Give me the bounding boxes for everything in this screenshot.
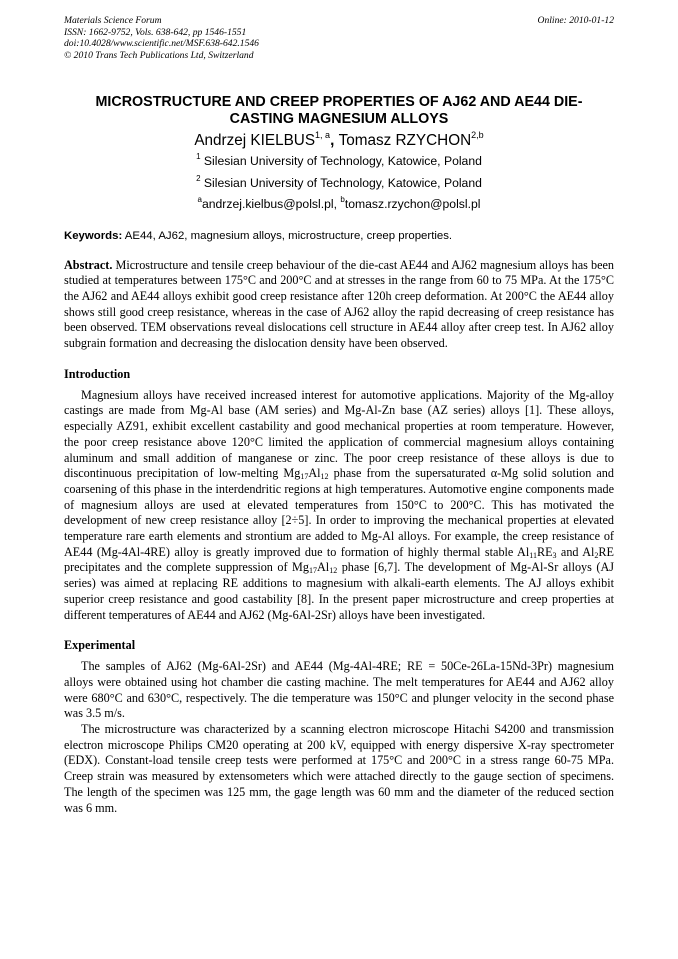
affiliation-2 — [64, 173, 614, 195]
abstract — [64, 258, 614, 352]
email-b-mark: b — [340, 195, 345, 204]
doi-line: doi:10.4028/www.scientific.net/MSF.638-642.1546 — [64, 38, 259, 49]
subscript: 11 — [529, 550, 537, 560]
author-2-affiliation-mark: 2,b — [471, 130, 484, 140]
affiliation-1 — [64, 151, 614, 173]
email-a[interactable]: andrzej.kielbus@polsl.pl, — [201, 197, 341, 211]
paper-page — [64, 15, 614, 816]
abstract-label: Abstract. — [64, 257, 113, 272]
online-date: Online: 2010-01-12 — [537, 15, 614, 26]
experimental-heading: Experimental — [64, 638, 136, 653]
abstract-text: Microstructure and tensile creep behaviour of the die-cast AE44 and AJ62 magnesium alloys has been studied at temperatures between 175°C and 200°C and at stresses in the range from 60 to 75 MPa. At the 175°C the AJ62 and AE44 alloys exhibit good creep resistance after 120h creep deformation. At 200°C the AE44 alloy shows still good creep resistance, whereas in the case of AJ62 alloy the rapid decreasing of creep resistance has been observed. TEM observations reveal dislocations cell structure in AE44 alloy after creep test. In AJ62 alloy subgrain formation and decreasing the dislocation density have been observed. — [64, 257, 614, 351]
author-separator: , — [330, 132, 339, 149]
author-1-affiliation-mark: 1, a — [315, 130, 331, 140]
subscript: 12 — [320, 472, 329, 482]
email-b[interactable]: tomasz.rzychon@polsl.pl — [344, 197, 481, 211]
introduction-heading: Introduction — [64, 366, 131, 381]
intro-text-e: phase [6,7]. The development of Mg-Al-Sr alloys (AJ series) was aimed at replacing RE additions to magnesium with alkali-earth elements. The AJ alloys exhibit superior creep resistance and good castability [8]. In the present paper microstructure and creep properties at different temperatures of AE44 and AJ62 (Mg-6Al-2Sr) alloys have been investigated. — [64, 560, 614, 622]
author-2-name: Tomasz RZYCHON — [338, 132, 472, 149]
author-emails — [64, 194, 614, 216]
subscript: 3 — [552, 550, 557, 560]
copyright-line: © 2010 Trans Tech Publications Ltd, Switzerland — [64, 49, 254, 61]
title-line-1: MICROSTRUCTURE AND CREEP PROPERTIES OF AJ62 AND AE44 DIE- — [95, 94, 583, 110]
intro-text-al-2: Al — [317, 560, 330, 575]
running-header — [64, 15, 614, 61]
intro-text-b: phase from the supersaturated α-Mg solid solution and coarsening of this phase in the interdendritic regions at high temperatures. Automotive engine components made of magnesium alloys are used at elevated temperatures from 150°C to 200°C. This has motivated the development of new creep resistance alloy [2÷5]. In order to improving the mechanical properties at elevated temperature rare earth elements and strontium are added to Mg-Al alloys. For example, the creep resistance of AE44 (Mg-4Al-4RE) alloy is greatly improved due to formation of highly thermal stable Al — [64, 466, 614, 559]
paper-title — [64, 94, 614, 128]
subscript: 12 — [329, 566, 338, 576]
title-line-2: CASTING MAGNESIUM ALLOYS — [229, 111, 449, 127]
publication-info — [64, 15, 259, 61]
affiliation-2-mark: 2 — [196, 173, 201, 183]
experimental-paragraph-1: The samples of AJ62 (Mg-6Al-2Sr) and AE44 (Mg-4Al-4RE; RE = 50Ce-26La-15Nd-3Pr) magnesium alloys were obtained using hot chamber die casting machine. The melt temperatures for AE44 and AJ62 alloy were 680°C and 630°C, respectively. The die temperature was 150°C and plunger velocity in the second phase was 3.5 m/s. — [64, 659, 614, 721]
affiliation-1-text: Silesian University of Technology, Katowice, Poland — [200, 154, 482, 168]
affiliation-2-text: Silesian University of Technology, Katowice, Poland — [200, 175, 482, 190]
intro-text-re: RE — [536, 544, 553, 559]
intro-text-d: RE precipitates and the complete suppression of Mg — [64, 544, 614, 575]
intro-text-al: Al — [308, 466, 321, 481]
author-1-name: Andrzej KIELBUS — [194, 132, 316, 149]
intro-text-c: and Al — [556, 544, 595, 559]
issn-line: ISSN: 1662-9752, Vols. 638-642, pp 1546-1551 — [64, 26, 247, 38]
author-list — [64, 131, 614, 151]
subscript: 2 — [594, 550, 599, 560]
keywords-label: Keywords: — [64, 229, 123, 242]
journal-name: Materials Science Forum — [64, 15, 162, 26]
intro-text-a: Magnesium alloys have received increased interest for automotive applications. Majority of the Mg-alloy castings are made from Mg-Al base (AM series) and Mg-Al-Zn base (AZ series) alloys [1]. These alloys, especially AZ91, exhibit excellent castability and good mechanical properties at room temperature. However, the poor creep resistance above 120°C limited the application of commercial magnesium alloys containing aluminum and small addition of manganese or zinc. The poor creep resistance of these alloys is due to discontinuous precipitation of low-melting Mg — [64, 387, 614, 481]
keywords-text: AE44, AJ62, magnesium alloys, microstructure, creep properties. — [122, 229, 453, 242]
keywords — [64, 229, 614, 244]
subscript: 17 — [300, 472, 309, 482]
subscript: 17 — [309, 566, 317, 576]
introduction-paragraph — [64, 388, 614, 624]
affiliation-1-mark: 1 — [196, 152, 201, 161]
email-a-mark: a — [197, 195, 202, 204]
experimental-paragraph-2: The microstructure was characterized by a scanning electron microscope Hitachi S4200 and transmission electron microscope Philips CM20 operating at 200 kV, equipped with energy dispersive X-ray spectrometer (EDX). Constant-load tensile creep tests were performed at 175°C and 200°C in a stress range 60-75 MPa. Creep strain was measured by extensometers which were attached directly to the gauge section of specimens. The length of the specimen was 125 mm, the gage length was 60 mm and the diameter of the reduced section was 6 mm. — [64, 722, 614, 815]
